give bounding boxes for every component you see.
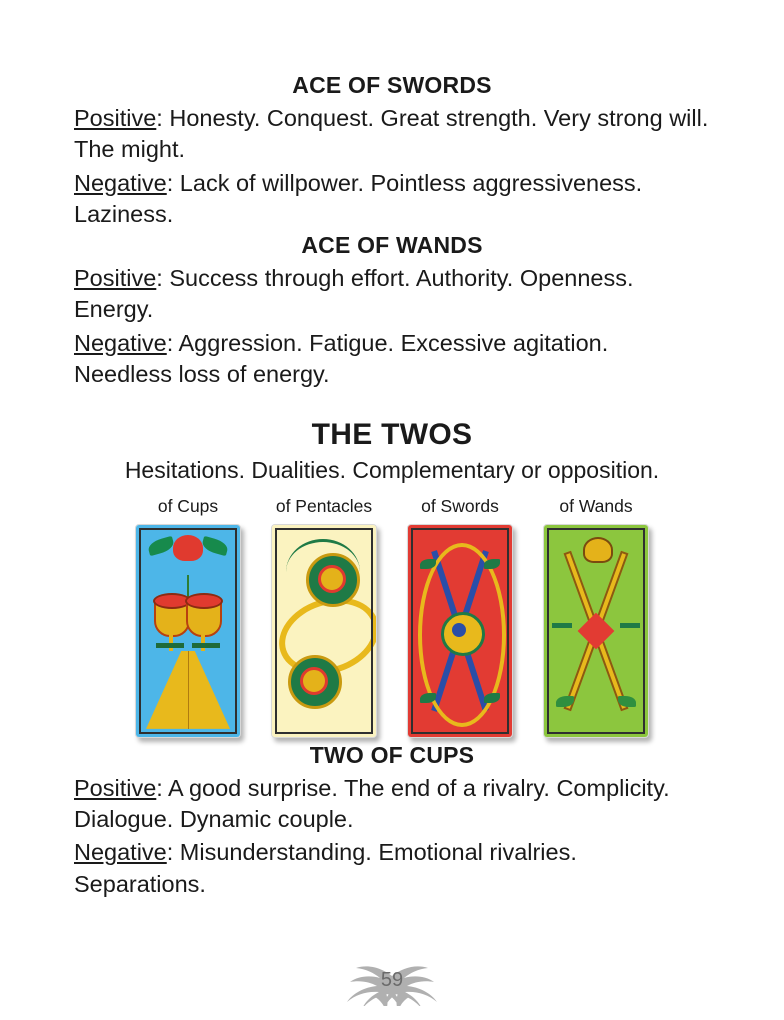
card-item-wands (542, 496, 650, 738)
label-negative: Negative (74, 169, 167, 196)
text-negative: : Aggression. Fatigue. Excessive agitation. Needless loss of energy. (74, 329, 609, 387)
paragraph-two-of-cups-positive (74, 773, 710, 836)
paragraph-ace-of-wands-negative (74, 328, 710, 391)
tarot-card-two-of-pentacles (271, 524, 377, 738)
card-caption: of Wands (559, 495, 633, 516)
heading-ace-of-wands: ACE OF WANDS (301, 232, 483, 258)
text-positive: : A good surprise. The end of a rivalry. Complicity. Dialogue. Dynamic couple. (74, 774, 670, 833)
subtitle-the-twos: Hesitations. Dualities. Complementary or opposition. (124, 457, 660, 483)
text-negative: : Lack of willpower. Pointless aggressiveness. Laziness. (74, 169, 643, 227)
page-number: 59 (380, 969, 404, 991)
tarot-card-two-of-wands (543, 524, 649, 738)
paragraph-ace-of-wands-positive (74, 263, 710, 326)
tarot-card-two-of-cups (135, 524, 241, 738)
page-footer (0, 969, 784, 992)
label-positive: Positive (74, 265, 157, 291)
card-caption: of Cups (157, 495, 219, 516)
text-positive: : Success through effort. Authority. Openness. Energy. (74, 265, 634, 323)
card-item-swords (406, 496, 514, 738)
paragraph-two-of-cups-negative (74, 837, 710, 900)
heading-ace-of-swords: ACE OF SWORDS (292, 72, 492, 98)
text-positive: : Honesty. Conquest. Great strength. Very strong will. The might. (74, 105, 709, 163)
label-positive: Positive (74, 105, 157, 131)
paragraph-ace-of-swords-negative (74, 168, 710, 231)
text-negative: : Misunderstanding. Emotional rivalries. Separations. (74, 839, 577, 897)
tarot-card-two-of-swords (407, 524, 513, 738)
label-negative: Negative (74, 329, 167, 356)
paragraph-ace-of-swords-positive (74, 103, 710, 166)
card-caption: of Pentacles (275, 495, 373, 516)
card-caption: of Swords (421, 495, 499, 516)
heading-two-of-cups: TWO OF CUPS (309, 741, 475, 768)
label-negative: Negative (74, 839, 167, 866)
card-item-pentacles (270, 496, 378, 738)
heading-the-twos: THE TWOS (311, 418, 473, 451)
card-item-cups (134, 496, 242, 738)
card-gallery (74, 496, 710, 738)
label-positive: Positive (74, 774, 157, 801)
